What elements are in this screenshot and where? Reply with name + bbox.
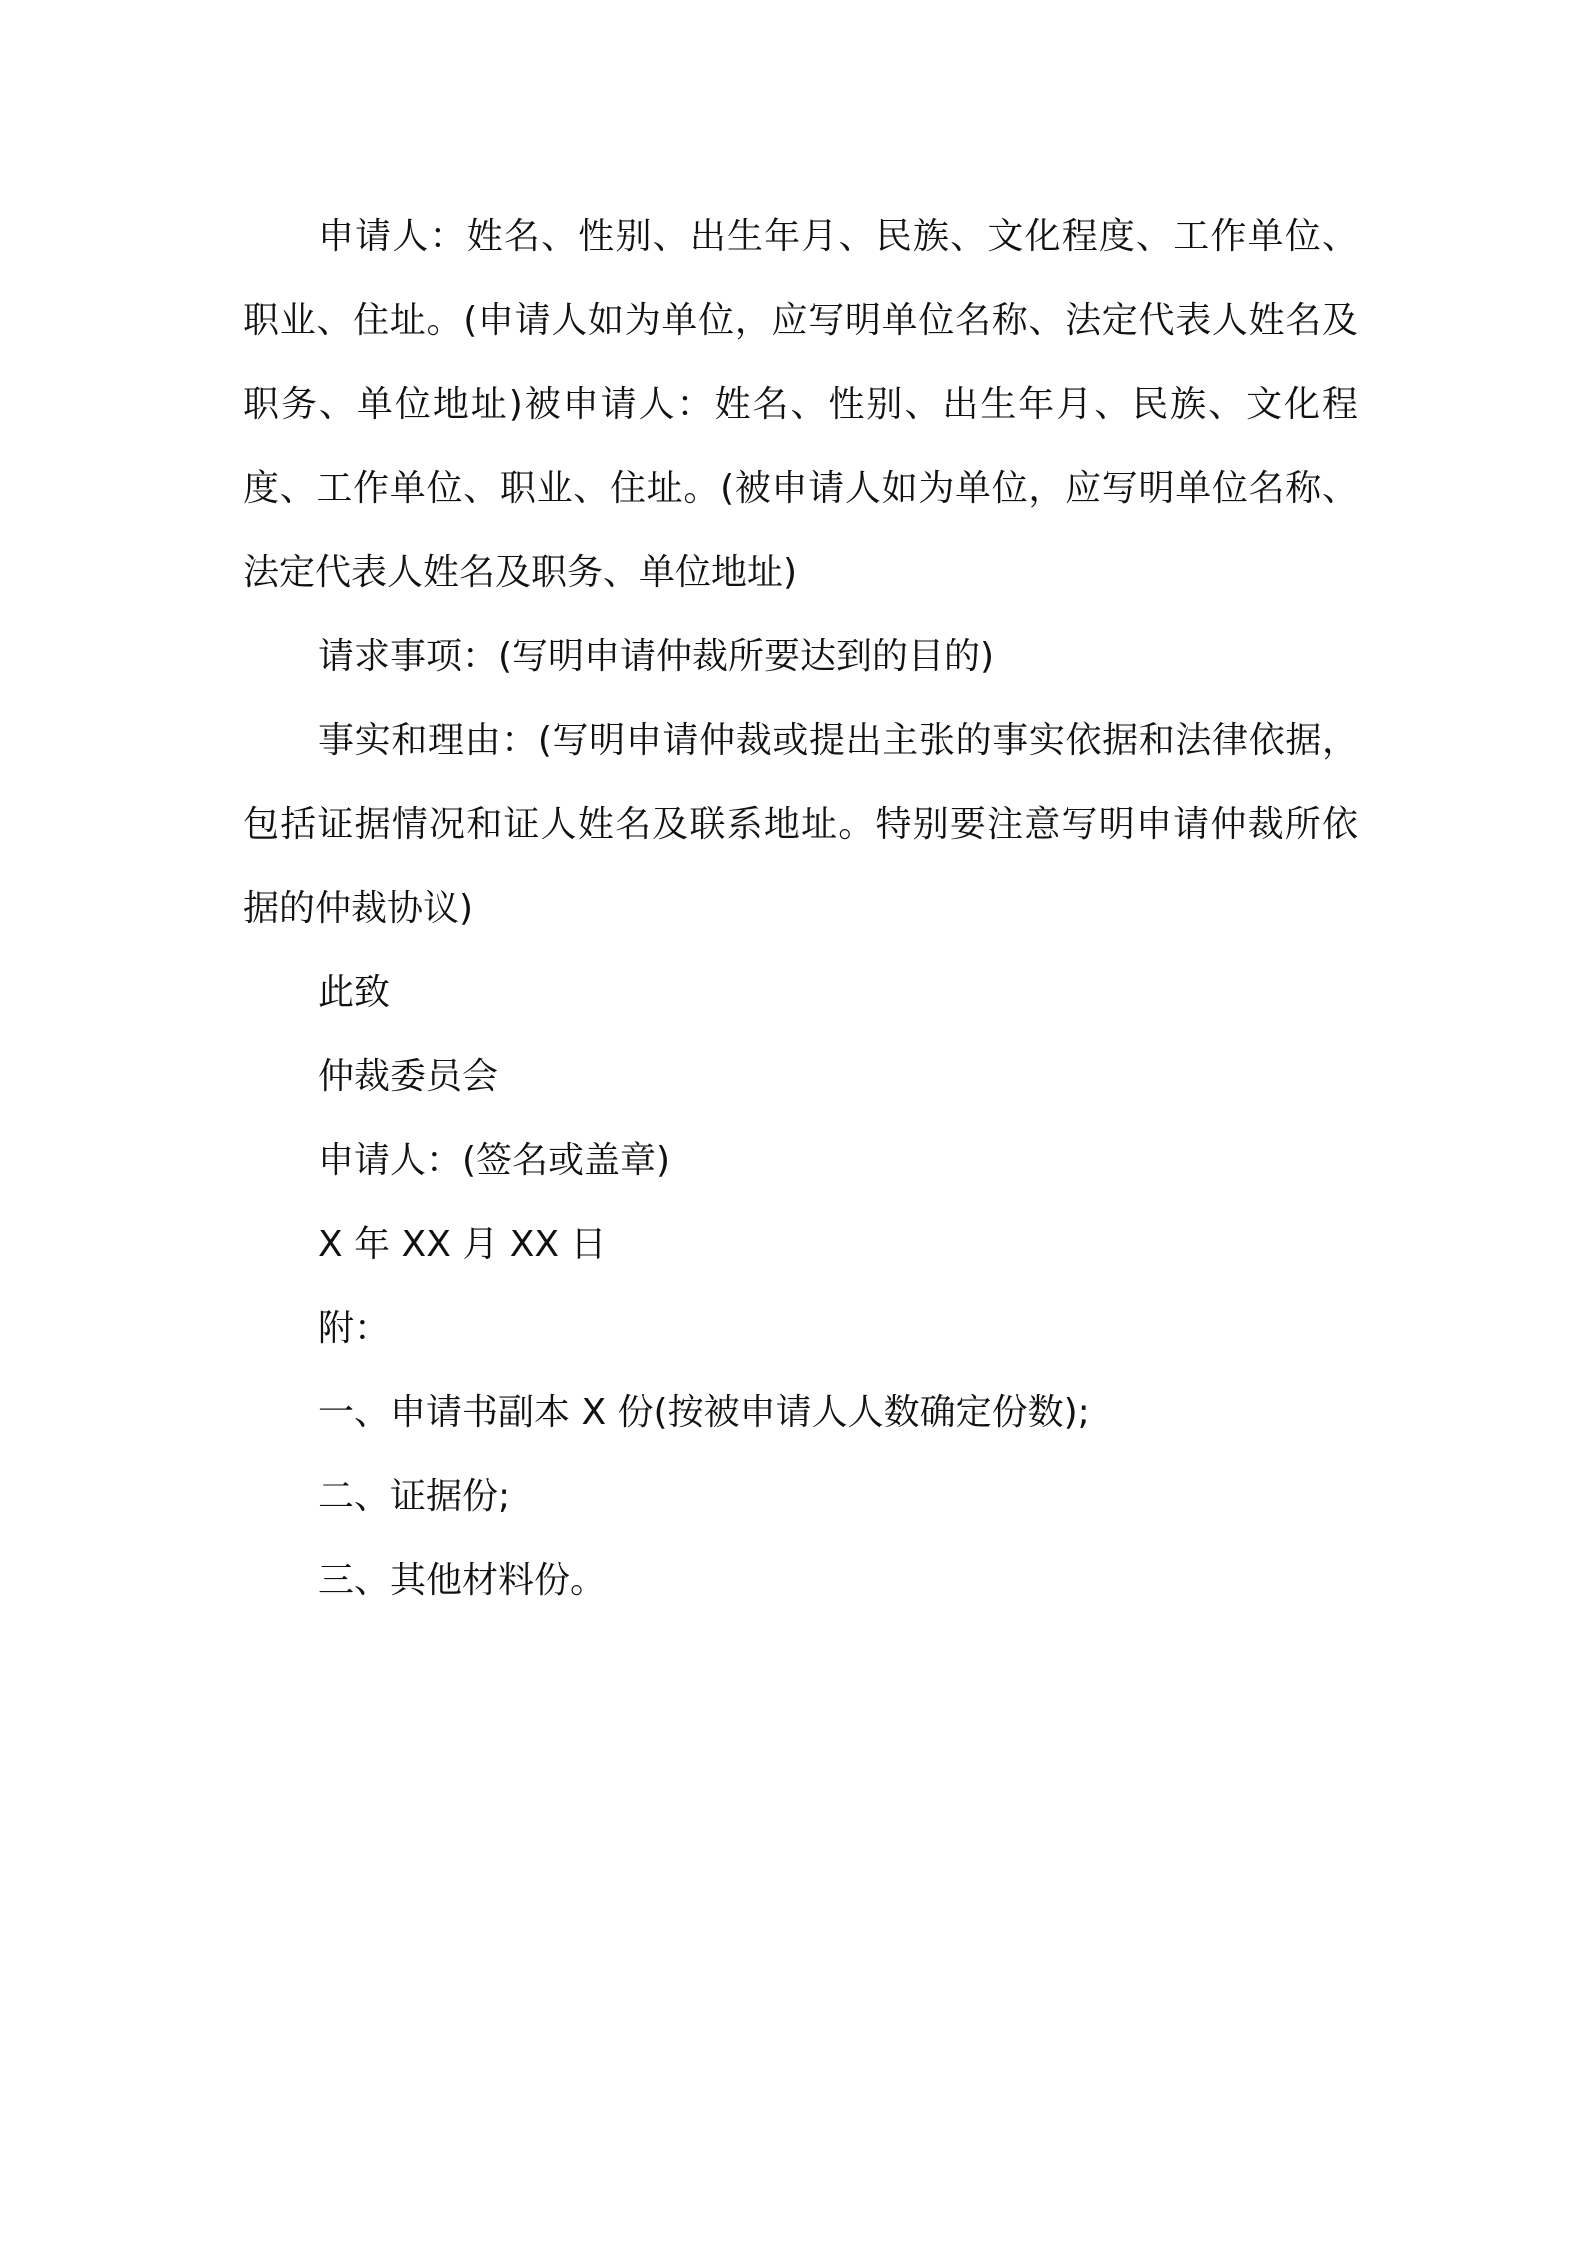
document-body: [243, 195, 1358, 1623]
attachments-label: 附：: [318, 1308, 391, 1349]
facts-reasons-paragraph: 事实和理由：(写明申请仲裁或提出主张的事实依据和法律依据，包括证据情况和证人姓名及联系地址。特别要注意写明申请仲裁所依据的仲裁协议): [243, 720, 1358, 929]
signature-line: 申请人：(签名或盖章): [318, 1140, 671, 1181]
date-line: X 年 XX 月 XX 日: [318, 1224, 607, 1265]
attachment-item: 三、其他材料份。: [318, 1560, 607, 1601]
recipient: 仲裁委员会: [318, 1056, 499, 1097]
claims-paragraph: 请求事项：(写明申请仲裁所要达到的目的): [318, 636, 995, 677]
parties-paragraph: 申请人：姓名、性别、出生年月、民族、文化程度、工作单位、职业、住址。(申请人如为单位，应写明单位名称、法定代表人姓名及职务、单位地址)被申请人：姓名、性别、出生年月、民族、文化程度、工作单位、职业、住址。(被申请人如为单位，应写明单位名称、法定代表人姓名及职务、单位地址): [243, 216, 1358, 593]
attachment-item: 二、证据份;: [318, 1476, 511, 1517]
attachment-item: 一、申请书副本 X 份(按被申请人人数确定份数);: [318, 1392, 1090, 1433]
salutation: 此致: [318, 972, 391, 1013]
